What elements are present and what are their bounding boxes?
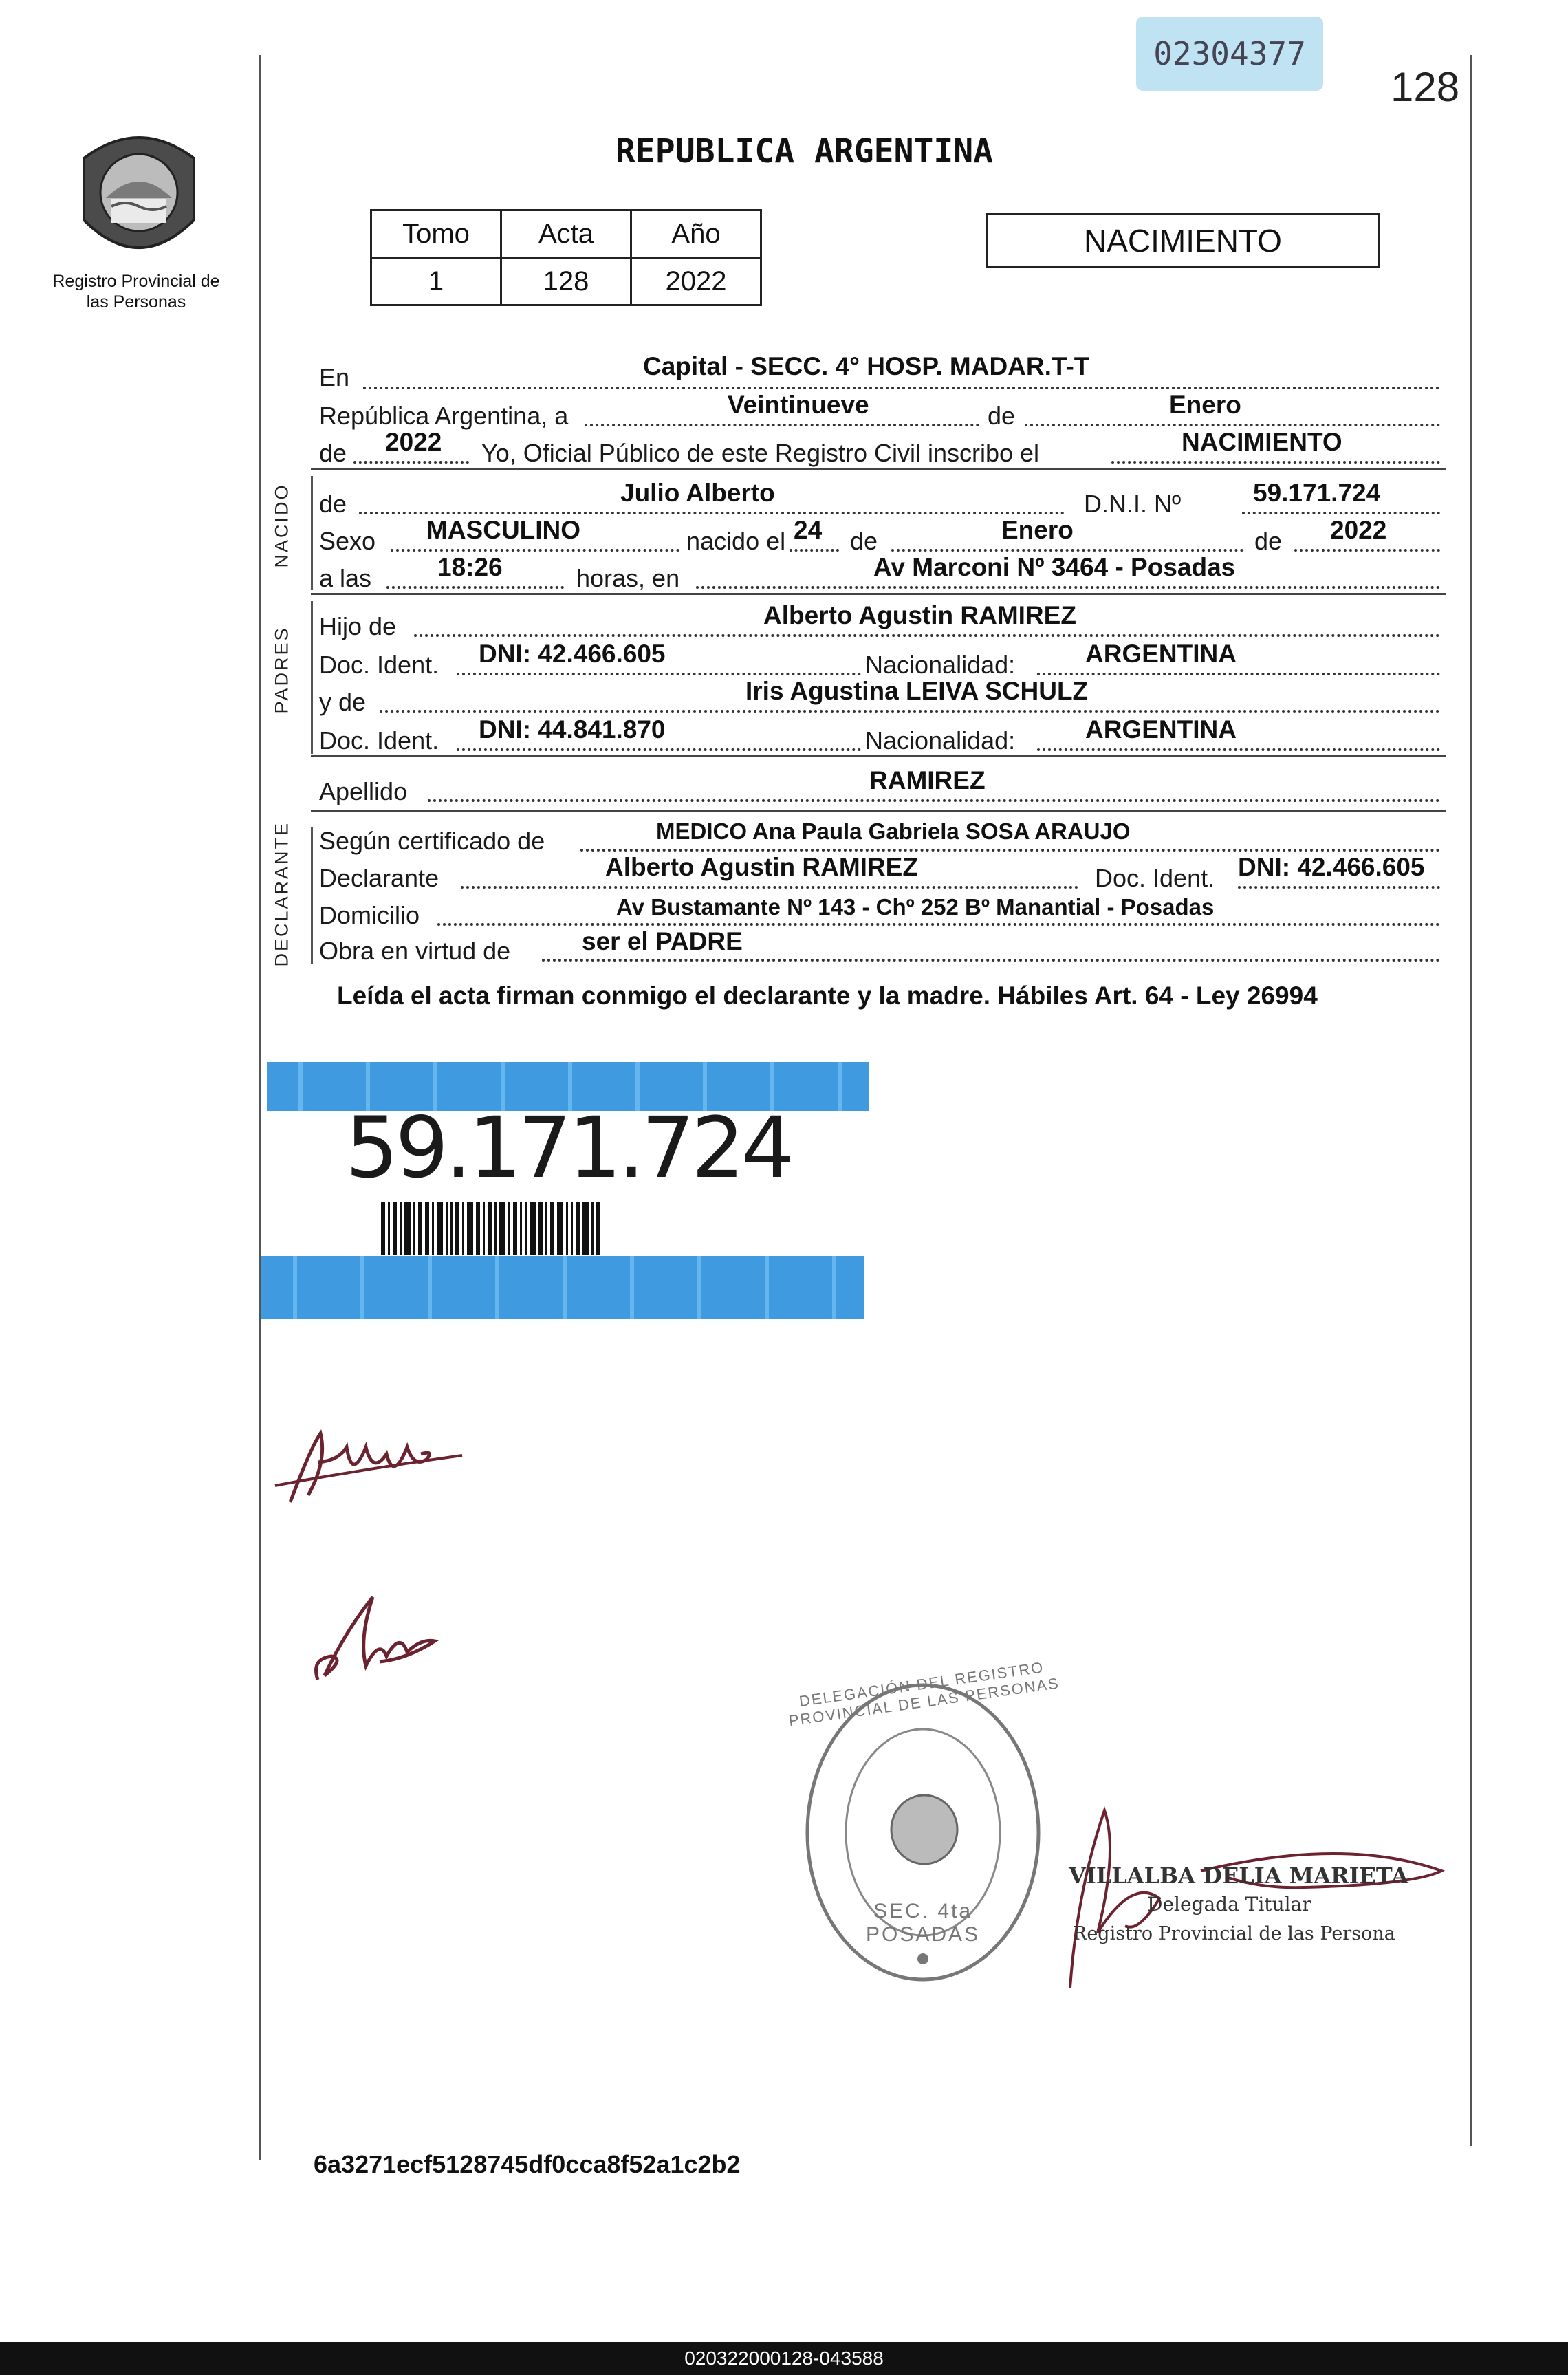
dni-label: D.N.I. Nº (1084, 490, 1182, 518)
barcode-bar (462, 1202, 464, 1255)
apellido-value: RAMIREZ (869, 766, 986, 794)
mother-nationality-value: ARGENTINA (1085, 715, 1237, 744)
barcode-bar (494, 1202, 497, 1255)
father-doc-value: DNI: 42.466.605 (479, 640, 666, 668)
registry-name: Registro Provincial de las Personas (52, 272, 220, 312)
acta-value: 128 (501, 258, 631, 305)
barcode-bar (455, 1202, 459, 1255)
birth-time-value: 18:26 (437, 553, 503, 581)
barcode-bar (566, 1202, 568, 1255)
serial-tag: 02304377 (1136, 17, 1323, 91)
barcode-bar (432, 1202, 434, 1255)
barcode-bar (538, 1202, 543, 1255)
barcode-bar (525, 1202, 527, 1255)
sexo-label: Sexo (319, 527, 376, 555)
mother-doc-value: DNI: 44.841.870 (479, 715, 666, 744)
barcode-bar (499, 1202, 505, 1255)
domicilio-value: Av Bustamante Nº 143 - Chº 252 Bº Manantial - Posadas (616, 894, 1215, 920)
acta-header: Acta (501, 210, 631, 258)
declarante-doc-label: Doc. Ident. (1095, 864, 1215, 892)
barcode-bar (483, 1202, 485, 1255)
barcode-bar (530, 1202, 536, 1255)
barcode-bar (520, 1202, 522, 1255)
barcode-bar (571, 1202, 573, 1255)
de-label-1: de (988, 402, 1016, 430)
official-role: Delegada Titular (1147, 1893, 1311, 1916)
official-org: Registro Provincial de las Persona (1073, 1923, 1395, 1944)
horas-label: horas, en (576, 564, 680, 592)
tomo-header: Tomo (371, 210, 501, 258)
barcode-bar (400, 1202, 402, 1255)
nacido-de-label-3: de (1254, 527, 1283, 555)
barcode-bar (388, 1202, 390, 1255)
barcode (381, 1202, 711, 1255)
province-emblem (63, 117, 215, 268)
child-dni-value: 59.171.724 (1253, 479, 1381, 507)
place-value: Capital - SECC. 4° HOSP. MADAR.T-T (643, 352, 1090, 380)
birth-month-value: Enero (1001, 516, 1074, 544)
event-value: NACIMIENTO (1182, 428, 1342, 456)
document-hash: 6a3271ecf5128745df0cca8f52a1c2b2 (314, 2150, 741, 2178)
hijo-de-label: Hijo de (319, 612, 397, 640)
mother-name-value: Iris Agustina LEIVA SCHULZ (745, 677, 1089, 705)
right-margin-line (1470, 55, 1472, 2146)
seal-outer-text: DELEGACIÓN DEL REGISTRO PROVINCIAL DE LAS PERSONAS (787, 1658, 1061, 1730)
barcode-bar (591, 1202, 594, 1255)
barcode-bar (446, 1202, 448, 1255)
footer-code-bar: 020322000128-043588 (0, 2342, 1568, 2375)
barcode-bar (582, 1202, 589, 1255)
father-nationality-label: Nacionalidad: (865, 651, 1016, 679)
month-value: Enero (1169, 391, 1241, 419)
barcode-bar (413, 1202, 415, 1255)
barcode-bar (557, 1202, 563, 1255)
nacido-el-label: nacido el (686, 527, 786, 555)
sexo-value: MASCULINO (426, 516, 581, 544)
barcode-bar (381, 1202, 385, 1255)
document-title: REPUBLICA ARGENTINA (616, 132, 994, 171)
official-seal (787, 1658, 1061, 1989)
mother-doc-label: Doc. Ident. (319, 726, 439, 755)
yo-text: Yo, Oficial Público de este Registro Civil inscribo el (481, 439, 1040, 467)
sticker-stripe-bottom (261, 1256, 864, 1319)
signing-note: Leída el acta firman conmigo el declarante y la madre. Hábiles Art. 64 - Ley 26994 (337, 982, 1318, 1010)
barcode-bar (418, 1202, 422, 1255)
child-name-value: Julio Alberto (620, 479, 775, 507)
declarante-section-label: DECLARANTE (271, 821, 292, 967)
cert-value: MEDICO Ana Paula Gabriela SOSA ARAUJO (656, 818, 1131, 844)
declarant-signature (270, 1420, 473, 1513)
father-doc-label: Doc. Ident. (319, 651, 439, 679)
barcode-bar (393, 1202, 397, 1255)
birth-year-value: 2022 (1330, 516, 1387, 544)
declarante-doc-value: DNI: 42.466.605 (1238, 853, 1425, 881)
anio-header: Año (631, 210, 761, 258)
birth-place-value: Av Marconi Nº 3464 - Posadas (873, 553, 1236, 581)
seal-inner-text: SEC. 4ta POSADAS (865, 1900, 981, 1946)
barcode-bar (596, 1202, 600, 1255)
father-name-value: Alberto Agustin RAMIREZ (763, 601, 1076, 629)
barcode-bar (450, 1202, 453, 1255)
barcode-bar (404, 1202, 411, 1255)
barcode-bar (476, 1202, 480, 1255)
a-las-label: a las (319, 564, 372, 592)
republica-label: República Argentina, a (319, 402, 569, 430)
cert-label: Según certificado de (319, 827, 545, 855)
barcode-bar (467, 1202, 473, 1255)
obra-label: Obra en virtud de (319, 937, 511, 965)
obra-value: ser el PADRE (582, 927, 743, 955)
barcode-bar (425, 1202, 429, 1255)
anio-value: 2022 (631, 258, 761, 305)
domicilio-label: Domicilio (319, 901, 420, 929)
padres-section-label: PADRES (271, 626, 292, 714)
de-label-2: de (319, 439, 347, 467)
tomo-value: 1 (371, 258, 501, 305)
nacido-de-label: de (319, 490, 347, 518)
declarante-name-value: Alberto Agustin RAMIREZ (605, 853, 918, 881)
barcode-bar (545, 1202, 547, 1255)
dni-sticker-number: 59.171.724 (345, 1099, 792, 1197)
barcode-bar (576, 1202, 580, 1255)
barcode-bar (437, 1202, 443, 1255)
tomo-acta-anio-table (370, 209, 762, 306)
barcode-bar (550, 1202, 554, 1255)
y-de-label: y de (319, 688, 367, 716)
left-margin-line (259, 55, 261, 2160)
apellido-label: Apellido (319, 777, 408, 805)
year-value: 2022 (385, 428, 442, 456)
en-label: En (319, 363, 350, 391)
barcode-bar (508, 1202, 510, 1255)
page-number: 128 (1391, 64, 1460, 110)
declarante-label: Declarante (319, 864, 439, 892)
record-type-box: NACIMIENTO (986, 213, 1380, 268)
mother-signature (304, 1590, 442, 1693)
father-nationality-value: ARGENTINA (1085, 640, 1237, 668)
barcode-bar (513, 1202, 517, 1255)
nacido-section-label: NACIDO (271, 483, 292, 568)
nacido-de-label-2: de (850, 527, 878, 555)
barcode-bar (488, 1202, 492, 1255)
mother-nationality-label: Nacionalidad: (865, 726, 1016, 755)
day-words-value: Veintinueve (728, 391, 869, 419)
official-name: VILLALBA DELIA MARIETA (1069, 1863, 1408, 1889)
birth-day-value: 24 (794, 516, 823, 544)
